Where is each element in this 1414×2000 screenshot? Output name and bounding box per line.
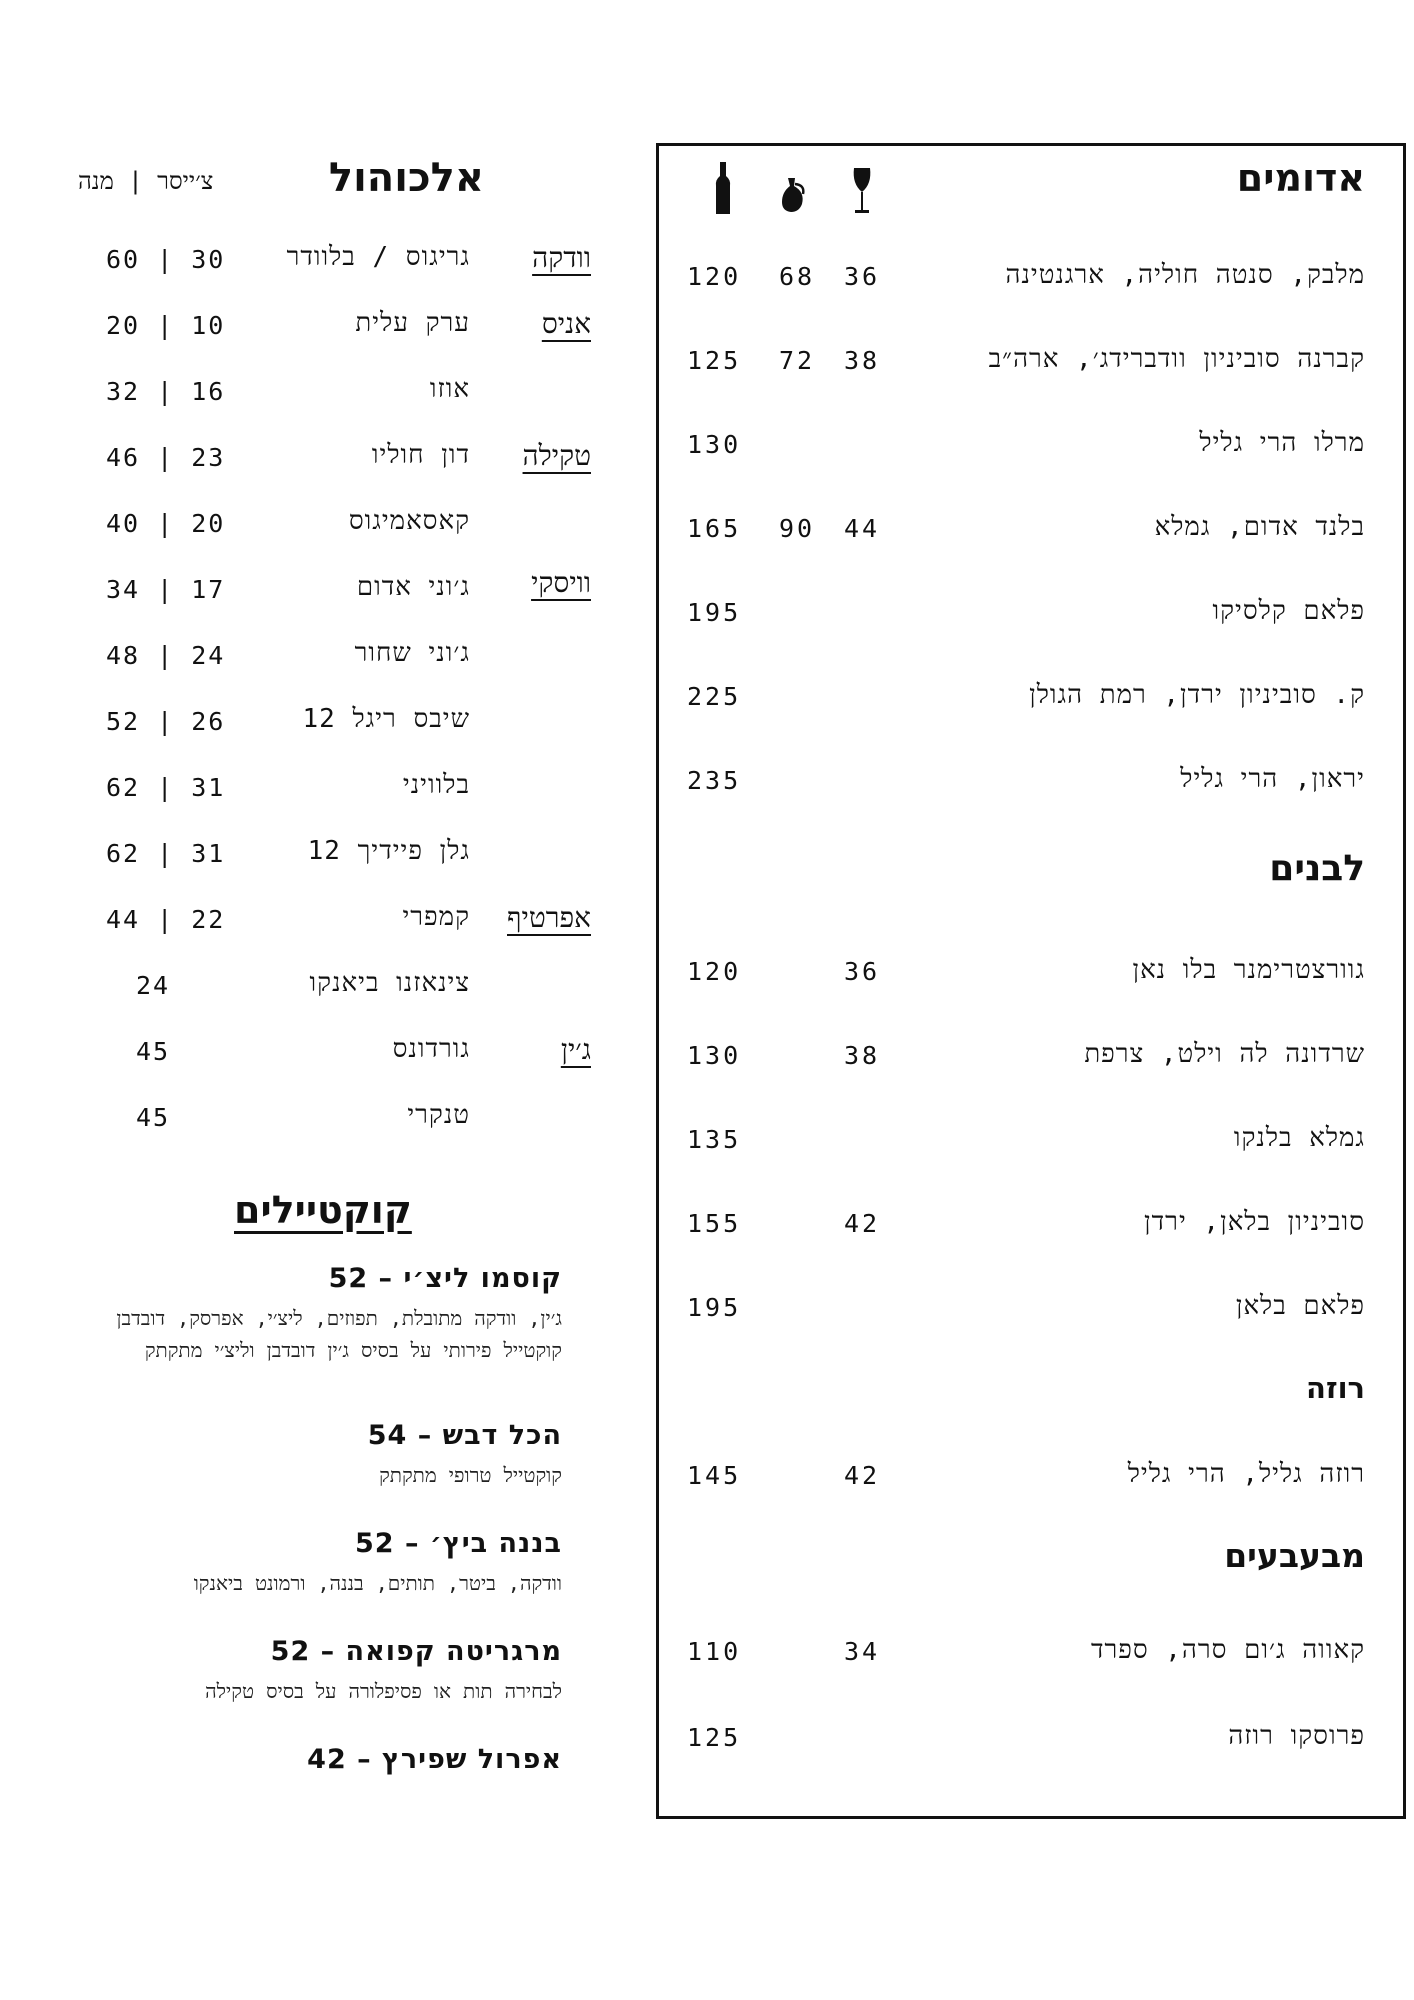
drink-name: שיבס ריגל 12 xyxy=(302,704,470,734)
bottle-price: 120 xyxy=(687,957,742,986)
bottle-price: 195 xyxy=(687,598,742,627)
category-label: וויסקי xyxy=(531,566,591,599)
glass-price: 34 xyxy=(844,1637,881,1666)
drink-name: צינאזנו ביאנקו xyxy=(309,968,470,998)
drink-name: גורדונס xyxy=(392,1034,470,1064)
cocktail-name: הכל דבש – 54 xyxy=(367,1420,562,1451)
cocktail-desc: קוקטייל טרופי מתקתק xyxy=(379,1463,562,1487)
drink-name: ג׳וני שחור xyxy=(354,638,470,668)
wine-name: גמלא בלנקו xyxy=(1233,1123,1365,1153)
drink-name: ג׳וני אדום xyxy=(356,572,470,602)
drink-price: 32 | 16 xyxy=(106,377,226,406)
alcohol-title: אלכוהול xyxy=(328,155,484,201)
drink-price: 45 xyxy=(136,1103,171,1132)
wine-name: פלאם קלסיקו xyxy=(1212,596,1365,626)
wine-name: ק. סוביניון ירדן, רמת הגולן xyxy=(1029,680,1365,710)
drink-price: 44 | 22 xyxy=(106,905,226,934)
drink-price: 34 | 17 xyxy=(106,575,226,604)
wine-name: סוביניון בלאן, ירדן xyxy=(1144,1207,1365,1237)
wine-name: פלאם בלאן xyxy=(1235,1291,1365,1321)
bottle-price: 135 xyxy=(687,1125,742,1154)
wine-name: מרלו הרי גליל xyxy=(1199,428,1365,458)
drink-price: 62 | 31 xyxy=(106,839,226,868)
bottle-price: 125 xyxy=(687,1723,742,1752)
bottle-price: 195 xyxy=(687,1293,742,1322)
drink-name: קמפרי xyxy=(402,902,470,932)
drink-name: אוזו xyxy=(429,374,470,404)
bottle-price: 130 xyxy=(687,1041,742,1070)
bottle-price: 165 xyxy=(687,514,742,543)
wine-name: קברנה סוביניון וודברידג׳, ארה״ב xyxy=(988,344,1365,374)
wine-name: יראון, הרי גליל xyxy=(1180,764,1365,794)
wine-name: בלנד אדום, גמלא xyxy=(1154,512,1365,542)
bottle-price: 125 xyxy=(687,346,742,375)
drink-name: דון חוליו xyxy=(371,440,470,470)
cocktail-name: אפרול שפירץ – 42 xyxy=(307,1744,562,1775)
category-label: טקילה xyxy=(522,439,591,472)
drink-price: 52 | 26 xyxy=(106,707,226,736)
wine-name: קאווה ג׳ום סרה, ספרד xyxy=(1090,1635,1365,1665)
wine-name: שרדונה לה וילט, צרפת xyxy=(1084,1039,1365,1069)
bottle-price: 120 xyxy=(687,262,742,291)
wine-glass-icon xyxy=(851,166,873,216)
drink-price: 60 | 30 xyxy=(106,245,226,274)
carafe-icon xyxy=(779,176,809,214)
drink-name: קאסאמיגוס xyxy=(348,506,470,536)
drink-name: גלן פיידיך 12 xyxy=(307,836,470,866)
wine-name: רוזה גליל, הרי גליל xyxy=(1127,1459,1365,1489)
glass-price: 36 xyxy=(844,957,881,986)
category-label: ג׳ין xyxy=(560,1033,591,1066)
cocktail-desc: ג׳ין, וודקה מתובלת, תפוזים, ליצ׳י, אפרסק, דובדבן xyxy=(116,1306,562,1330)
cocktail-name: בננה ביץ׳ – 52 xyxy=(354,1528,562,1559)
alcohol-price-header: צ׳ייסר | מנה xyxy=(78,167,214,195)
drink-price: 40 | 20 xyxy=(106,509,226,538)
cocktail-desc: לבחירה תות או פסיפלורה על בסיס טקילה xyxy=(205,1679,562,1703)
glass-price: 38 xyxy=(844,346,881,375)
cocktail-name: קוסמו ליצ׳י – 52 xyxy=(328,1263,562,1294)
category-label: אפרטיף xyxy=(507,901,591,934)
glass-price: 36 xyxy=(844,262,881,291)
drink-price: 20 | 10 xyxy=(106,311,226,340)
cocktail-desc: קוקטייל פירותי על בסיס ג׳ין דובדבן וליצ׳י מתקתק xyxy=(144,1338,562,1362)
glass-price: 44 xyxy=(844,514,881,543)
wine-name: גוורצטרימנר בלו נאן xyxy=(1132,955,1365,985)
drink-name: טנקרי xyxy=(407,1100,470,1130)
drink-price: 46 | 23 xyxy=(106,443,226,472)
section-title-whites: לבנים xyxy=(1269,848,1365,889)
wine-name: פרוסקו רוזה xyxy=(1228,1721,1365,1751)
section-title-reds: אדומים xyxy=(1236,156,1365,200)
drink-price: 48 | 24 xyxy=(106,641,226,670)
bottle-price: 235 xyxy=(687,766,742,795)
cocktail-name: מרגריטה קפואה – 52 xyxy=(270,1636,562,1667)
bottle-price: 130 xyxy=(687,430,742,459)
wine-name: מלבק, סנטה חוליה, ארגנטינה xyxy=(1005,260,1365,290)
bottle-price: 225 xyxy=(687,682,742,711)
drink-name: גריגוס / בלוודר xyxy=(286,242,470,272)
drink-name: בלוויני xyxy=(402,770,470,800)
carafe-price: 90 xyxy=(779,514,816,543)
bottle-price: 155 xyxy=(687,1209,742,1238)
cocktails-title: קוקטיילים xyxy=(234,1188,412,1232)
section-title-rose: רוזה xyxy=(1306,1371,1365,1405)
drink-name: ערק עלית xyxy=(355,308,470,338)
drink-price: 62 | 31 xyxy=(106,773,226,802)
bottle-price: 145 xyxy=(687,1461,742,1490)
bottle-price: 110 xyxy=(687,1637,742,1666)
drink-price: 45 xyxy=(136,1037,171,1066)
category-label: וודקה xyxy=(532,241,591,274)
drink-price: 24 xyxy=(136,971,171,1000)
glass-price: 42 xyxy=(844,1209,881,1238)
carafe-price: 72 xyxy=(779,346,816,375)
section-title-sparkling: מבעבעים xyxy=(1224,1536,1365,1575)
glass-price: 38 xyxy=(844,1041,881,1070)
cocktail-desc: וודקה, ביטר, תותים, בננה, ורמונט ביאנקו xyxy=(193,1571,562,1595)
glass-price: 42 xyxy=(844,1461,881,1490)
carafe-price: 68 xyxy=(779,262,816,291)
category-label: אניס xyxy=(541,307,591,340)
wine-list-box xyxy=(656,143,1406,1819)
bottle-icon xyxy=(715,162,731,214)
